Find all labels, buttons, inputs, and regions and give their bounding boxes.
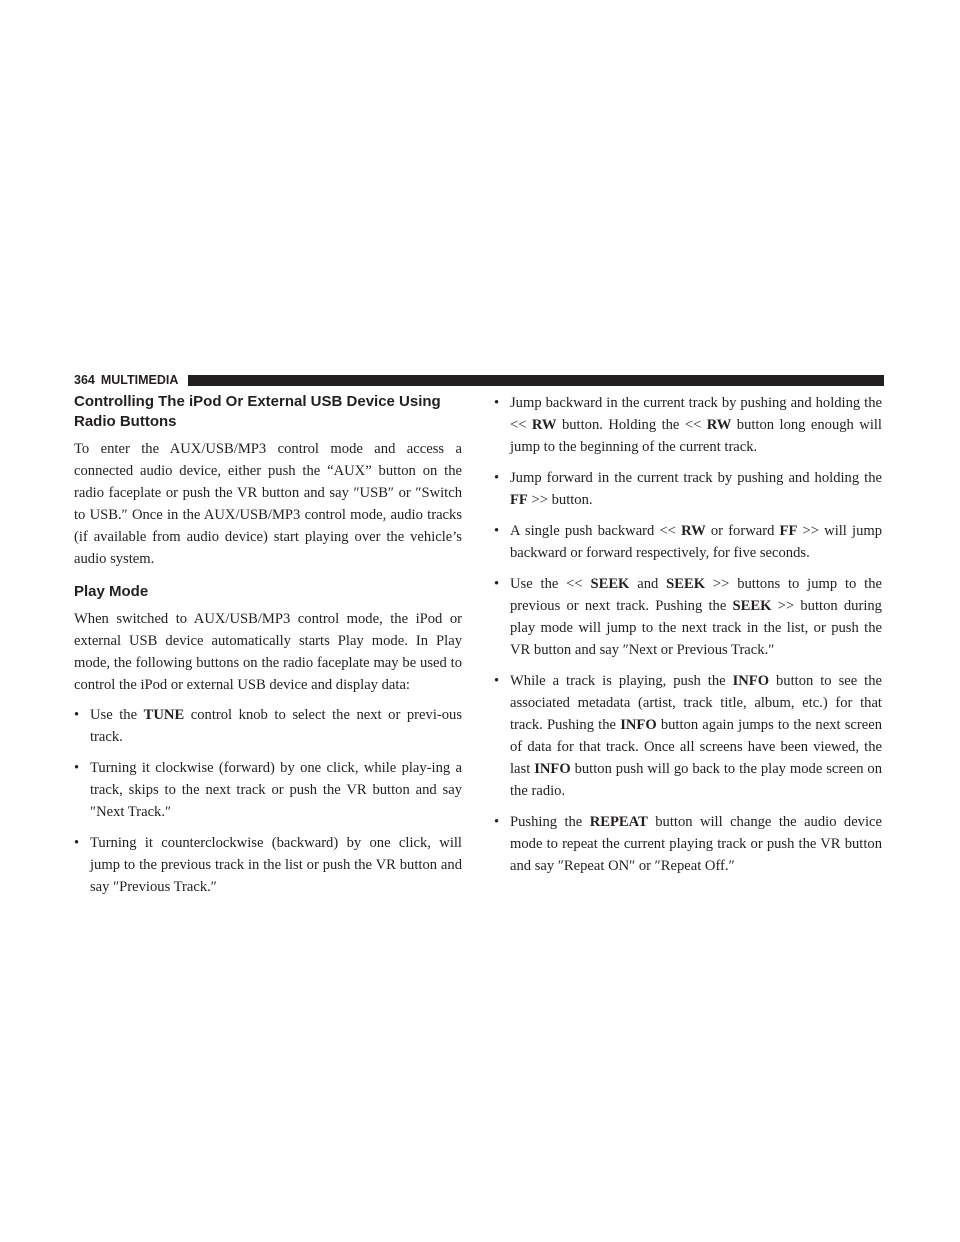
bullet: •: [494, 523, 500, 539]
page-header: [74, 372, 884, 388]
play-mode-paragraph: When switched to AUX/USB/MP3 control mode, the iPod or external USB device automatically starts Play mode. In Play mode, the following buttons on the radio faceplate may be used to control the iPod or external USB device and display data:: [74, 611, 462, 693]
list-item: • Use the TUNE control knob to select the next or previ-ous track.: [74, 704, 462, 748]
play-mode-list: [74, 704, 462, 898]
bullet: •: [494, 576, 500, 592]
heading-play-mode: Play Mode: [74, 583, 149, 600]
header-rule: [188, 375, 884, 386]
page-number: 364: [74, 373, 95, 387]
right-column: [494, 392, 882, 886]
intro-paragraph: To enter the AUX/USB/MP3 control mode and access a connected audio device, either push the “AUX” button on the radio faceplate or push the VR button and say ″USB″ or ″Switch to USB.″ Once in the AUX/USB/MP3 control mode, audio tracks (if available from audio device) start playing over the vehicle’s audio system.: [74, 441, 462, 567]
bullet: •: [494, 470, 500, 486]
bullet: •: [74, 835, 80, 851]
left-column: [74, 392, 462, 907]
list-item: • Pushing the REPEAT button will change the audio device mode to repeat the current playing track or push the VR button and say ″Repeat ON″ or ″Repeat Off.″: [494, 811, 882, 877]
bullet: •: [494, 814, 500, 830]
list-item: • A single push backward << RW or forward FF >> will jump backward or forward respectively, for five seconds.: [494, 520, 882, 564]
bullet: •: [74, 760, 80, 776]
list-item: • Turning it counterclockwise (backward) by one click, will jump to the previous track in the list or push the VR button and say ″Previous Track.″: [74, 832, 462, 898]
controls-list: [494, 392, 882, 877]
bullet: •: [74, 707, 80, 723]
list-item: • Jump backward in the current track by pushing and holding the << RW button. Holding the << RW button long enough will jump to the beginning of the current track.: [494, 392, 882, 458]
list-item: • Use the << SEEK and SEEK >> buttons to jump to the previous or next track. Pushing the SEEK >> button during play mode will jump to the next track in the list, or push the VR button and say ″Next or Previous Track.″: [494, 573, 882, 661]
heading-controlling-ipod: Controlling The iPod Or External USB Device Using Radio Buttons: [74, 393, 441, 430]
section-title: MULTIMEDIA: [100, 373, 179, 387]
bullet: •: [494, 673, 500, 689]
bullet: •: [494, 395, 500, 411]
list-item: • While a track is playing, push the INFO button to see the associated metadata (artist, track title, album, etc.) for that track. Pushing the INFO button again jumps to the next screen of data for that track. Once all screens have been viewed, the last INFO button push will go back to the play mode screen on the radio.: [494, 670, 882, 802]
list-item: • Turning it clockwise (forward) by one click, while play-ing a track, skips to the next track or push the VR button and say ″Next Track.″: [74, 757, 462, 823]
list-item: • Jump forward in the current track by pushing and holding the FF >> button.: [494, 467, 882, 511]
